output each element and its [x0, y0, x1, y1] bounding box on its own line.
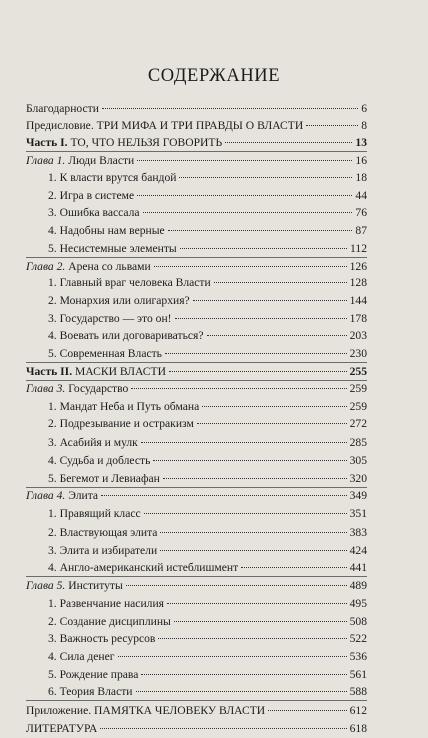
toc-page-number: 351 — [349, 507, 367, 520]
toc-chapter-entry — [26, 152, 367, 170]
toc-entry-label-part: 4. Судьба и доблесть — [48, 454, 151, 467]
toc-page-number: 203 — [349, 329, 367, 342]
dot-leader — [168, 230, 353, 231]
toc-entry-label — [48, 683, 133, 701]
toc-entry-label-part: Арена со львами — [68, 260, 151, 273]
dot-leader — [160, 550, 346, 551]
toc-section-entry — [48, 327, 367, 345]
toc-page-number: 536 — [349, 650, 367, 663]
toc-entry-label — [26, 380, 128, 398]
toc-entry-label — [48, 666, 138, 684]
dot-leader — [193, 300, 347, 301]
toc-entry-label-part: ТО, ЧТО НЕЛЬЗЯ ГОВОРИТЬ — [70, 136, 223, 149]
dot-leader — [137, 195, 352, 196]
toc-section-entry — [48, 222, 367, 240]
toc-entry-label — [48, 524, 157, 542]
toc-section-entry — [48, 648, 367, 666]
dot-leader — [160, 532, 346, 533]
dot-leader — [268, 710, 346, 711]
toc-page-number: 508 — [349, 615, 367, 628]
toc-entry-label-part: 3. Важность ресурсов — [48, 632, 156, 645]
toc-page-number: 272 — [349, 417, 367, 430]
toc-section-entry — [48, 630, 367, 648]
toc-section-entry — [48, 345, 367, 363]
toc-entry-label — [48, 542, 157, 560]
toc-entry-label — [48, 240, 177, 258]
toc-entry-label — [48, 187, 134, 205]
toc-entry-label-part: ТРИ МИФА И ТРИ ПРАВДЫ О ВЛАСТИ — [96, 119, 304, 132]
toc-entry-label — [48, 630, 155, 648]
toc-entry-label-part: 3. Государство — это он! — [48, 312, 172, 325]
toc-page-number: 320 — [349, 472, 367, 485]
toc-section-entry — [48, 452, 367, 470]
toc-section-entry — [48, 542, 367, 560]
toc-entry-label — [48, 505, 141, 523]
dot-leader — [137, 160, 352, 161]
dot-leader — [102, 108, 358, 109]
toc-entry-label-part: 2. Создание дисциплины — [48, 615, 171, 628]
toc-entry-label-part: Предисловие. — [26, 119, 97, 132]
toc-page-number: 618 — [349, 722, 367, 735]
toc-chapter-entry — [26, 380, 367, 398]
dot-leader — [141, 442, 347, 443]
dot-leader — [174, 621, 347, 622]
toc-section-entry — [48, 470, 367, 488]
toc-entry-label-part: 4. Англо-американский истеблишмент — [48, 561, 239, 574]
dot-leader — [144, 513, 347, 514]
toc-page-number: 8 — [361, 119, 367, 132]
toc-entry-label-part: 1. К власти врутся бандой — [48, 171, 177, 184]
toc-entry-label-part: Элита — [68, 489, 99, 502]
toc-section-entry — [48, 240, 367, 258]
toc-page-number: 259 — [349, 382, 367, 395]
dot-leader — [118, 656, 347, 657]
toc-entry-label-part: Глава 3. — [26, 382, 69, 395]
dot-leader — [214, 282, 347, 283]
toc-section-entry — [48, 595, 367, 613]
toc-entry-label — [48, 648, 115, 666]
dot-leader — [167, 603, 347, 604]
toc-entry-label-part: Глава 2. — [26, 260, 69, 273]
toc-entry-label — [48, 310, 172, 328]
toc-section-entry — [48, 559, 367, 577]
toc-entry-label-part: 2. Игра в системе — [48, 189, 135, 202]
toc-page-number: 13 — [355, 136, 367, 149]
toc-entry-label-part: 3. Асабийя и мулк — [48, 436, 138, 449]
toc-page-number: 424 — [349, 544, 367, 557]
toc-top-entry — [26, 363, 367, 381]
toc-entry-label-part: 3. Ошибка вассала — [48, 206, 140, 219]
toc-entry-label — [48, 434, 138, 452]
toc-entry-label-part: Глава 5. — [26, 579, 69, 592]
toc-top-entry — [26, 720, 367, 738]
toc-top-entry — [26, 100, 367, 118]
toc-page-number: 612 — [349, 704, 367, 717]
toc-page-number: 588 — [349, 685, 367, 698]
toc-page-number: 255 — [349, 365, 367, 378]
toc-section-entry — [48, 666, 367, 684]
toc-entry-label — [26, 117, 303, 135]
toc-entry-label-part: 3. Элита и избиратели — [48, 544, 158, 557]
dot-leader — [141, 674, 346, 675]
toc-top-entry — [26, 134, 367, 152]
toc-page-number: 305 — [349, 454, 367, 467]
toc-entry-label — [26, 487, 98, 505]
toc-chapter-entry — [26, 577, 367, 595]
toc-section-entry — [48, 505, 367, 523]
toc-entry-label — [26, 100, 99, 118]
toc-entry-label-part: 2. Властвующая элита — [48, 526, 158, 539]
toc-entry-label-part: Государство — [68, 382, 129, 395]
toc-entry-label-part: ЛИТЕРАТУРА — [26, 722, 98, 735]
toc-entry-label — [48, 415, 194, 433]
toc-top-entry — [26, 702, 367, 720]
toc-entry-label-part: 2. Монархия или олигархия? — [48, 294, 190, 307]
toc-entry-label-part: Глава 4. — [26, 489, 69, 502]
toc-page-number: 112 — [350, 242, 367, 255]
dot-leader — [153, 460, 346, 461]
toc-page-number: 144 — [349, 294, 367, 307]
toc-page-number: 44 — [355, 189, 367, 202]
dot-leader — [202, 406, 346, 407]
toc-page-number: 6 — [361, 102, 367, 115]
dot-leader — [241, 567, 346, 568]
toc-entry-label — [48, 222, 165, 240]
toc-page-number: 18 — [355, 171, 367, 184]
toc-entry-label — [26, 134, 222, 152]
toc-page-number: 489 — [349, 579, 367, 592]
dot-leader — [158, 638, 346, 639]
toc-entry-label-part: 4. Надобны нам верные — [48, 224, 165, 237]
toc-page-number: 561 — [349, 668, 367, 681]
toc-entry-label-part: Институты — [68, 579, 123, 592]
toc-entry-label-part: Люди Власти — [68, 154, 135, 167]
toc-entry-label — [48, 204, 140, 222]
toc-entry-label-part: 5. Бегемот и Левиафан — [48, 472, 160, 485]
dot-leader — [101, 495, 347, 496]
toc-chapter-entry — [26, 487, 367, 505]
dot-leader — [131, 388, 346, 389]
toc-entry-label-part: 1. Развенчание насилия — [48, 597, 164, 610]
dot-leader — [306, 125, 358, 126]
toc-entry-label-part: Глава 1. — [26, 154, 69, 167]
dot-leader — [143, 212, 353, 213]
toc-page-number: 16 — [355, 154, 367, 167]
toc-page-number: 259 — [349, 400, 367, 413]
toc-page-number: 522 — [349, 632, 367, 645]
toc-entry-label — [26, 702, 265, 720]
toc-entry-label — [48, 613, 171, 631]
toc-entry-label-part: Часть I. — [26, 136, 71, 149]
toc-section-entry — [48, 274, 367, 292]
dot-leader — [126, 585, 347, 586]
toc-entry-label — [26, 363, 166, 381]
toc-entry-label-part: Благодарности — [26, 102, 99, 115]
toc-entry-label-part: 4. Сила денег — [48, 650, 115, 663]
toc-page-number: 495 — [349, 597, 367, 610]
toc-entry-label — [26, 720, 97, 738]
toc-section-entry — [48, 434, 367, 452]
toc-section-entry — [48, 524, 367, 542]
toc-entry-label-part: Приложение. — [26, 704, 95, 717]
toc-entry-label-part: МАСКИ ВЛАСТИ — [75, 365, 166, 378]
toc-page-number: 441 — [349, 561, 367, 574]
toc-page-number: 128 — [349, 276, 367, 289]
toc-page-number: 87 — [355, 224, 367, 237]
toc-entry-label — [26, 152, 134, 170]
dot-leader — [154, 266, 347, 267]
toc-section-entry — [48, 169, 367, 187]
toc-entry-label-part: ПАМЯТКА ЧЕЛОВЕКУ ВЛАСТИ — [94, 704, 266, 717]
toc-entry-label — [48, 470, 160, 488]
toc-page-number: 230 — [349, 347, 367, 360]
toc-entry-label — [48, 274, 211, 292]
toc-entry-label — [48, 452, 150, 470]
toc-entry-label — [48, 292, 190, 310]
toc-entry-label-part: 5. Современная Власть — [48, 347, 162, 360]
dot-leader — [169, 371, 347, 372]
dot-leader — [100, 728, 346, 729]
dot-leader — [165, 353, 347, 354]
toc-section-entry — [48, 415, 367, 433]
dot-leader — [197, 423, 347, 424]
toc-page-number: 285 — [349, 436, 367, 449]
dot-leader — [179, 177, 352, 178]
toc-page-number: 76 — [355, 206, 367, 219]
toc-section-entry — [48, 398, 367, 416]
toc-entry-label — [48, 327, 204, 345]
dot-leader — [175, 318, 347, 319]
toc-entry-label-part: 5. Рождение права — [48, 668, 139, 681]
toc-entry-label-part: Часть II. — [26, 365, 75, 378]
page-title: СОДЕРЖАНИЕ — [147, 66, 281, 86]
dot-leader — [136, 691, 347, 692]
dot-leader — [225, 142, 352, 143]
toc-entry-label-part: 4. Воевать или договариваться? — [48, 329, 204, 342]
dot-leader — [207, 335, 347, 336]
toc-page-number: 126 — [349, 260, 367, 273]
toc-entry-label — [48, 345, 162, 363]
toc-page-number: 178 — [349, 312, 367, 325]
toc-section-entry — [48, 683, 367, 701]
toc-entry-label — [26, 577, 123, 595]
toc-entry-label-part: 1. Главный враг человека Власти — [48, 276, 211, 289]
dot-leader — [163, 478, 347, 479]
toc-entry-label — [48, 559, 238, 577]
toc-entry-label — [48, 398, 199, 416]
toc-entry-label-part: 2. Подрезывание и остракизм — [48, 417, 194, 430]
toc-section-entry — [48, 613, 367, 631]
toc-section-entry — [48, 310, 367, 328]
dot-leader — [180, 248, 347, 249]
section-divider — [26, 700, 367, 701]
toc-page-number: 383 — [349, 526, 367, 539]
toc-entry-label-part: 1. Мандат Неба и Путь обмана — [48, 400, 200, 413]
toc-section-entry — [48, 204, 367, 222]
toc-entry-label-part: 1. Правящий класс — [48, 507, 141, 520]
toc-entry-label — [48, 169, 176, 187]
toc-entry-label — [48, 595, 164, 613]
toc-section-entry — [48, 292, 367, 310]
toc-entry-label-part: 5. Несистемные элементы — [48, 242, 177, 255]
toc-entry-label-part: 6. Теория Власти — [48, 685, 133, 698]
toc-section-entry — [48, 187, 367, 205]
toc-top-entry — [26, 117, 367, 135]
toc-page-number: 349 — [349, 489, 367, 502]
